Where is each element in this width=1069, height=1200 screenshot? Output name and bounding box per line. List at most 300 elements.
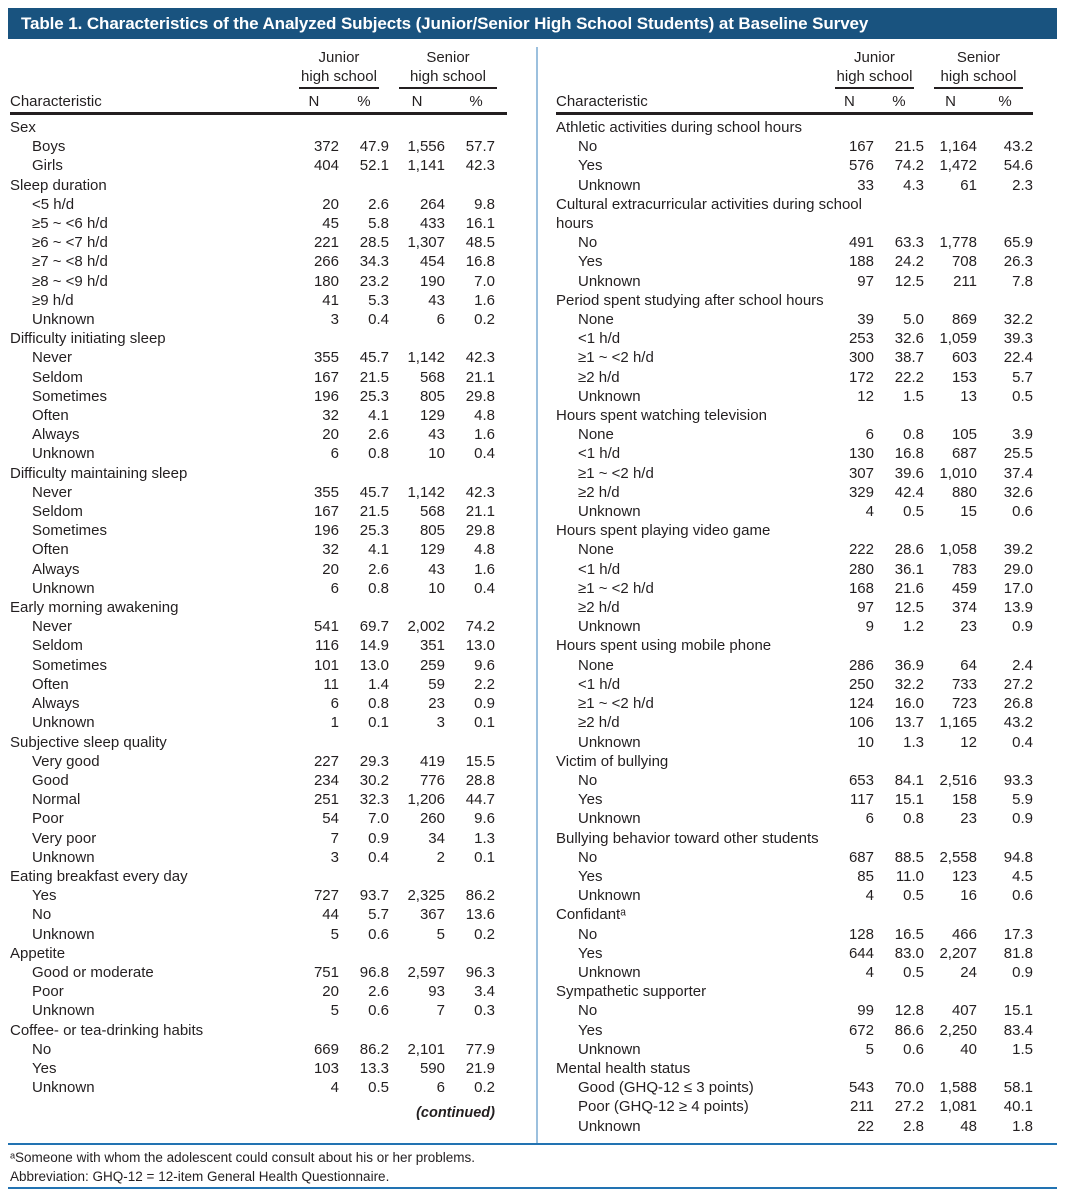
senior-n-value: 2,101 — [407, 1040, 445, 1058]
table-row — [556, 598, 1033, 617]
group-header-row — [556, 114, 1033, 138]
senior-n-value: 23 — [960, 810, 977, 828]
junior-n-value: 124 — [848, 695, 874, 713]
junior-pct-value: 24.2 — [894, 253, 924, 271]
senior-n-header: N — [389, 89, 445, 114]
senior-pct-value: 4.5 — [1012, 867, 1033, 885]
table-row — [10, 790, 507, 809]
table-row — [556, 675, 1033, 694]
senior-pct-value: 54.6 — [1003, 157, 1033, 175]
group-label: Difficulty initiating sleep — [10, 330, 166, 348]
senior-n-value: 1,206 — [407, 791, 445, 809]
senior-pct-value: 0.1 — [474, 848, 495, 866]
senior-pct-value: 21.1 — [465, 503, 495, 521]
senior-pct-value: 0.9 — [474, 695, 495, 713]
senior-pct-value: 29.0 — [1003, 560, 1033, 578]
table-row — [556, 272, 1033, 291]
group-label: Early morning awakening — [10, 599, 179, 617]
junior-pct-value: 1.2 — [903, 618, 924, 636]
row-label: Unknown — [578, 176, 641, 194]
table-row — [10, 406, 507, 425]
junior-n-value: 99 — [857, 1002, 874, 1020]
table-row — [556, 1021, 1033, 1040]
junior-pct-value: 27.2 — [894, 1098, 924, 1116]
senior-n-value: 24 — [960, 963, 977, 981]
senior-pct-value: 32.2 — [1003, 311, 1033, 329]
junior-pct-value: 86.2 — [359, 1040, 389, 1058]
senior-pct-value: 39.2 — [1003, 541, 1033, 559]
row-label: Unknown — [578, 1117, 641, 1135]
junior-n-value: 20 — [322, 195, 339, 213]
row-label: No — [32, 906, 52, 924]
senior-n-value: 568 — [419, 503, 445, 521]
group-label: Sex — [10, 119, 36, 136]
junior-pct-value: 0.5 — [903, 503, 924, 521]
group-header-row — [10, 329, 507, 348]
table-row — [10, 310, 507, 329]
row-label: <1 h/d — [578, 560, 621, 578]
table-row — [556, 1001, 1033, 1020]
table-row — [556, 694, 1033, 713]
table-row — [556, 771, 1033, 790]
junior-pct-value: 1.4 — [368, 675, 389, 693]
table-row — [10, 963, 507, 982]
junior-n-value: 11 — [323, 675, 339, 693]
row-label: ≥8 ~ <9 h/d — [32, 272, 108, 290]
senior-pct-value: 65.9 — [1003, 234, 1033, 252]
table-row — [556, 1097, 1033, 1116]
senior-pct-value: 1.6 — [474, 426, 495, 444]
senior-pct-value: 0.2 — [474, 1079, 495, 1097]
row-label: Yes — [32, 1059, 57, 1077]
group-label: Athletic activities during school hours — [556, 119, 802, 136]
junior-pct-value: 4.1 — [368, 541, 389, 559]
row-label: Normal — [32, 791, 81, 809]
senior-n-value: 1,010 — [939, 464, 977, 482]
table-row — [10, 752, 507, 771]
senior-n-value: 2,516 — [939, 771, 977, 789]
senior-label: Senior — [956, 49, 1001, 66]
senior-pct-value: 0.2 — [474, 311, 495, 329]
group-header-row — [10, 733, 507, 752]
characteristic-header: Characteristic — [10, 89, 289, 114]
junior-n-value: 22 — [857, 1117, 874, 1135]
junior-n-value: 751 — [313, 963, 339, 981]
row-label: Unknown — [32, 925, 95, 943]
junior-label: Junior — [854, 49, 895, 66]
group-label: Subjective sleep quality — [10, 733, 167, 751]
senior-pct-value: 4.8 — [474, 541, 495, 559]
junior-n-value: 41 — [322, 291, 339, 309]
row-label: Unknown — [578, 503, 641, 521]
junior-pct-header: % — [874, 89, 924, 114]
table-row — [10, 848, 507, 867]
table-row — [10, 713, 507, 732]
senior-n-value: 123 — [951, 867, 977, 885]
continued-row — [10, 1097, 507, 1123]
junior-n-value: 117 — [850, 791, 874, 809]
row-label: Poor (GHQ-12 ≥ 4 points) — [578, 1098, 749, 1116]
table-row — [10, 829, 507, 848]
row-label: ≥2 h/d — [578, 483, 620, 501]
senior-n-value: 93 — [428, 983, 445, 1001]
senior-pct-value: 29.8 — [465, 522, 495, 540]
table-row — [10, 1040, 507, 1059]
senior-label-line2: high school — [410, 68, 486, 85]
junior-n-value: 307 — [848, 464, 874, 482]
senior-pct-value: 42.3 — [465, 157, 495, 175]
senior-pct-value: 7.8 — [1012, 272, 1033, 290]
table-row — [10, 1078, 507, 1097]
junior-n-value: 329 — [848, 483, 874, 501]
junior-n-value: 167 — [313, 503, 339, 521]
group-header-row — [556, 406, 1033, 425]
group-header-row — [556, 829, 1033, 848]
table-row — [10, 675, 507, 694]
junior-pct-value: 16.5 — [894, 925, 924, 943]
senior-pct-value: 0.3 — [474, 1002, 495, 1020]
group-header-row — [556, 291, 1033, 310]
group-header-row — [10, 867, 507, 886]
senior-pct-value: 16.1 — [465, 215, 495, 233]
junior-n-header: N — [289, 89, 339, 114]
junior-pct-value: 2.8 — [903, 1117, 924, 1135]
row-label: Unknown — [32, 714, 95, 732]
junior-n-value: 97 — [857, 272, 874, 290]
junior-pct-value: 1.5 — [903, 387, 924, 405]
senior-pct-value: 7.0 — [474, 272, 495, 290]
group-header-row — [556, 982, 1033, 1001]
junior-n-value: 250 — [848, 675, 874, 693]
junior-n-value: 32 — [322, 541, 339, 559]
senior-pct-value: 0.5 — [1012, 387, 1033, 405]
senior-n-value: 687 — [951, 445, 977, 463]
group-header-row — [10, 464, 507, 483]
junior-pct-value: 69.7 — [359, 618, 389, 636]
junior-n-value: 6 — [330, 579, 339, 597]
row-label: Yes — [578, 253, 603, 271]
senior-pct-value: 25.5 — [1003, 445, 1033, 463]
table-row — [10, 694, 507, 713]
junior-pct-value: 52.1 — [359, 157, 389, 175]
junior-pct-value: 13.3 — [359, 1059, 389, 1077]
senior-n-value: 2 — [436, 848, 445, 866]
junior-pct-value: 36.1 — [894, 560, 924, 578]
table-row — [10, 1001, 507, 1020]
senior-pct-value: 28.8 — [465, 771, 495, 789]
row-label: No — [32, 1040, 52, 1058]
senior-pct-value: 21.9 — [465, 1059, 495, 1077]
senior-n-value: 260 — [419, 810, 445, 828]
senior-n-value: 259 — [419, 656, 445, 674]
row-label: ≥1 ~ <2 h/d — [578, 579, 654, 597]
senior-n-value: 153 — [951, 368, 977, 386]
senior-pct-value: 0.4 — [474, 579, 495, 597]
row-label: ≥1 ~ <2 h/d — [578, 349, 654, 367]
row-label: Never — [32, 618, 73, 636]
senior-pct-value: 26.3 — [1003, 253, 1033, 271]
row-label: Good or moderate — [32, 963, 154, 981]
senior-pct-value: 37.4 — [1003, 464, 1033, 482]
senior-n-value: 59 — [428, 675, 445, 693]
row-label: ≥5 ~ <6 h/d — [32, 215, 108, 233]
table-row — [556, 483, 1033, 502]
table-row — [10, 502, 507, 521]
row-label: Good (GHQ-12 ≤ 3 points) — [578, 1079, 754, 1097]
row-label: Always — [32, 426, 80, 444]
senior-n-value: 48 — [960, 1117, 977, 1135]
junior-n-value: 6 — [865, 426, 874, 444]
junior-pct-value: 74.2 — [894, 157, 924, 175]
senior-n-value: 568 — [419, 368, 445, 386]
junior-pct-value: 0.8 — [368, 695, 389, 713]
row-label: Never — [32, 349, 73, 367]
table-row — [556, 733, 1033, 752]
blank-header — [556, 48, 825, 89]
row-label: Sometimes — [32, 656, 108, 674]
group-label: Hours spent watching television — [556, 407, 767, 425]
table-row — [556, 579, 1033, 598]
junior-n-value: 20 — [322, 983, 339, 1001]
junior-label-line2: high school — [301, 68, 377, 85]
table-row — [556, 617, 1033, 636]
senior-pct-value: 5.9 — [1012, 791, 1033, 809]
table-row — [10, 483, 507, 502]
junior-n-value: 286 — [848, 656, 874, 674]
senior-pct-value: 16.8 — [465, 253, 495, 271]
row-label: Girls — [32, 157, 63, 175]
senior-pct-value: 9.6 — [474, 656, 495, 674]
junior-pct-value: 5.3 — [368, 291, 389, 309]
senior-pct-value: 86.2 — [465, 887, 495, 905]
junior-pct-value: 5.7 — [368, 906, 389, 924]
junior-n-value: 168 — [848, 579, 874, 597]
senior-n-value: 1,778 — [939, 234, 977, 252]
junior-pct-value: 0.6 — [368, 925, 389, 943]
junior-n-value: 7 — [330, 829, 339, 847]
junior-n-value: 266 — [313, 253, 339, 271]
row-label: Yes — [578, 791, 603, 809]
row-label: Always — [32, 560, 80, 578]
row-label: Unknown — [32, 579, 95, 597]
senior-pct-value: 15.5 — [465, 752, 495, 770]
right-panel — [556, 48, 1033, 1136]
table-row — [556, 925, 1033, 944]
senior-pct-value: 0.9 — [1012, 618, 1033, 636]
senior-n-value: 2,558 — [939, 848, 977, 866]
junior-n-value: 251 — [313, 791, 339, 809]
junior-n-value: 32 — [322, 407, 339, 425]
senior-pct-value: 13.9 — [1003, 599, 1033, 617]
senior-pct-value: 42.3 — [465, 349, 495, 367]
senior-n-value: 407 — [951, 1002, 977, 1020]
junior-n-header: N — [825, 89, 874, 114]
senior-n-value: 61 — [960, 176, 977, 194]
row-label: ≥7 ~ <8 h/d — [32, 253, 108, 271]
characteristics-table-left — [10, 48, 507, 1124]
row-label: Unknown — [578, 618, 641, 636]
senior-n-value: 43 — [428, 426, 445, 444]
footnote-a: ᵃSomeone with whom the adolescent could consult about his or her problems. — [10, 1150, 476, 1165]
senior-pct-value: 58.1 — [1003, 1079, 1033, 1097]
junior-pct-value: 0.8 — [903, 426, 924, 444]
table-row — [556, 944, 1033, 963]
row-label: Unknown — [578, 963, 641, 981]
senior-n-value: 1,556 — [407, 138, 445, 156]
senior-pct-value: 0.9 — [1012, 963, 1033, 981]
column-header-row — [556, 89, 1033, 114]
senior-n-value: 805 — [419, 522, 445, 540]
table-row — [10, 617, 507, 636]
group-label: Sympathetic supporter — [556, 983, 707, 1001]
junior-n-value: 4 — [330, 1079, 339, 1097]
row-label: Yes — [578, 157, 603, 175]
table-row — [10, 886, 507, 905]
junior-n-value: 10 — [857, 733, 874, 751]
row-label: Often — [32, 675, 69, 693]
row-label: Yes — [578, 867, 603, 885]
senior-n-value: 43 — [428, 560, 445, 578]
senior-n-value: 16 — [960, 887, 977, 905]
junior-pct-value: 21.5 — [359, 503, 389, 521]
junior-pct-value: 0.9 — [368, 829, 389, 847]
junior-high-school-header — [289, 48, 389, 89]
senior-pct-value: 94.8 — [1003, 848, 1033, 866]
table-row — [556, 1040, 1033, 1059]
senior-pct-value: 74.2 — [465, 618, 495, 636]
table-row — [556, 848, 1033, 867]
junior-n-value: 3 — [330, 848, 339, 866]
footnote-abbreviation: Abbreviation: GHQ-12 = 12-item General Health Questionnaire. — [10, 1168, 390, 1184]
junior-pct-value: 0.8 — [368, 579, 389, 597]
row-label: None — [578, 311, 614, 329]
junior-label-line2: high school — [836, 68, 913, 85]
senior-pct-value: 43.2 — [1003, 714, 1033, 732]
junior-n-value: 6 — [865, 810, 874, 828]
junior-n-value: 188 — [848, 253, 874, 271]
senior-n-value: 590 — [419, 1059, 445, 1077]
senior-pct-header: % — [445, 89, 507, 114]
junior-pct-value: 25.3 — [359, 522, 389, 540]
junior-n-value: 355 — [313, 349, 339, 367]
row-label: ≥6 ~ <7 h/d — [32, 234, 108, 252]
junior-pct-value: 0.5 — [903, 963, 924, 981]
senior-pct-value: 3.4 — [474, 983, 495, 1001]
table-row — [10, 560, 507, 579]
footnotes — [10, 1149, 475, 1186]
senior-n-value: 7 — [436, 1002, 445, 1020]
table-row — [556, 464, 1033, 483]
senior-pct-value: 29.8 — [465, 387, 495, 405]
junior-pct-value: 93.7 — [359, 887, 389, 905]
junior-pct-value: 0.6 — [368, 1002, 389, 1020]
junior-pct-value: 0.4 — [368, 848, 389, 866]
senior-pct-value: 27.2 — [1003, 675, 1033, 693]
table-row — [556, 387, 1033, 406]
senior-n-value: 129 — [419, 541, 445, 559]
table-row — [556, 560, 1033, 579]
junior-n-value: 541 — [313, 618, 339, 636]
senior-pct-value: 9.6 — [474, 810, 495, 828]
senior-n-value: 1,141 — [407, 157, 445, 175]
junior-pct-value: 36.9 — [894, 656, 924, 674]
table-row — [10, 540, 507, 559]
row-label: Unknown — [32, 848, 95, 866]
senior-n-value: 5 — [436, 925, 445, 943]
table-row — [556, 809, 1033, 828]
junior-pct-value: 32.2 — [894, 675, 924, 693]
senior-n-value: 105 — [951, 426, 977, 444]
row-label: Unknown — [578, 272, 641, 290]
senior-pct-value: 2.2 — [474, 675, 495, 693]
senior-n-value: 190 — [419, 272, 445, 290]
school-group-header-row — [556, 48, 1033, 89]
junior-n-value: 543 — [848, 1079, 874, 1097]
table-row — [556, 137, 1033, 156]
junior-pct-value: 14.9 — [359, 637, 389, 655]
row-label: No — [578, 925, 598, 943]
junior-pct-value: 15.1 — [894, 791, 924, 809]
group-label: Mental health status — [556, 1059, 691, 1077]
junior-n-value: 253 — [848, 330, 874, 348]
senior-pct-value: 3.9 — [1012, 426, 1033, 444]
blank-header — [10, 48, 289, 89]
junior-pct-value: 5.8 — [368, 215, 389, 233]
junior-pct-value: 0.8 — [368, 445, 389, 463]
junior-n-value: 727 — [313, 887, 339, 905]
junior-pct-value: 32.6 — [894, 330, 924, 348]
junior-pct-value: 13.7 — [894, 714, 924, 732]
junior-pct-value: 1.3 — [903, 733, 924, 751]
row-label: Very good — [32, 752, 100, 770]
senior-pct-value: 0.1 — [474, 714, 495, 732]
senior-n-value: 1,058 — [939, 541, 977, 559]
junior-n-value: 45 — [322, 215, 339, 233]
table-row — [556, 963, 1033, 982]
group-header-row — [10, 114, 507, 138]
continued-label: (continued) — [416, 1105, 495, 1122]
junior-n-value: 167 — [848, 138, 874, 156]
row-label: Seldom — [32, 637, 83, 655]
junior-pct-value: 42.4 — [894, 483, 924, 501]
senior-n-value: 34 — [428, 829, 445, 847]
left-panel — [10, 48, 507, 1124]
senior-n-value: 2,002 — [407, 618, 445, 636]
junior-n-value: 85 — [857, 867, 874, 885]
junior-high-school-header — [825, 48, 924, 89]
group-label: Coffee- or tea-drinking habits — [10, 1021, 204, 1039]
senior-pct-value: 22.4 — [1003, 349, 1033, 367]
senior-pct-value: 1.6 — [474, 291, 495, 309]
row-label: ≥2 h/d — [578, 599, 620, 617]
group-label: Bullying behavior toward other students — [556, 829, 819, 847]
table-row — [556, 252, 1033, 271]
table-row — [556, 656, 1033, 675]
senior-n-value: 40 — [960, 1040, 977, 1058]
senior-pct-value: 1.8 — [1012, 1117, 1033, 1135]
senior-n-value: 433 — [419, 215, 445, 233]
junior-pct-value: 83.0 — [894, 944, 924, 962]
row-label: No — [578, 1002, 598, 1020]
junior-pct-value: 28.5 — [359, 234, 389, 252]
table-bottom-rule — [8, 1187, 1057, 1189]
group-header-row — [556, 521, 1033, 540]
row-label: None — [578, 656, 614, 674]
junior-n-value: 300 — [848, 349, 874, 367]
group-header-row — [10, 1021, 507, 1040]
table-row — [10, 272, 507, 291]
senior-n-value: 2,250 — [939, 1021, 977, 1039]
